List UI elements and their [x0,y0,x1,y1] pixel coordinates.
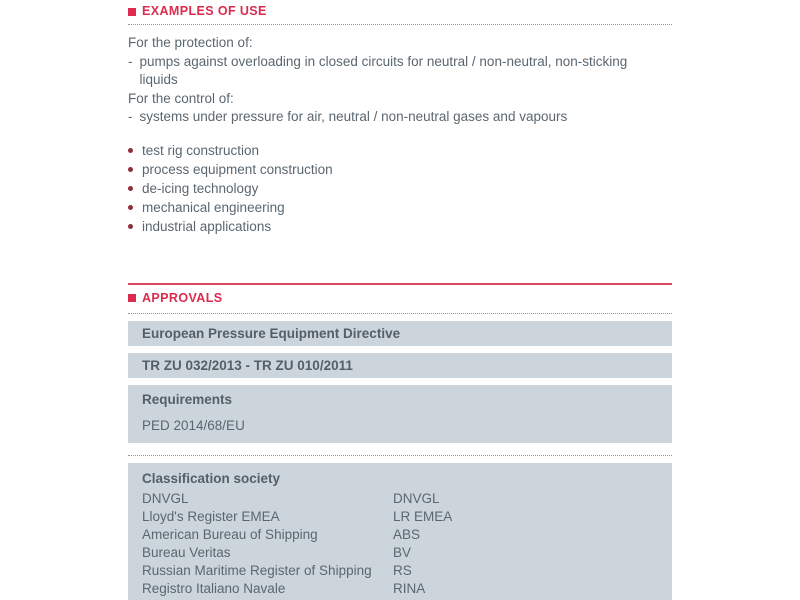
society-code: ABS [393,526,421,542]
protection-intro: For the protection of: [128,35,253,50]
red-square-bullet-icon [128,294,136,302]
protection-item [128,53,672,90]
list-item-text: mechanical engineering [142,199,285,215]
table-row [142,508,658,526]
control-intro: For the control of: [128,90,234,106]
list-item-text: industrial applications [142,218,272,234]
list-item [128,179,672,198]
society-code: BV [393,544,412,560]
table-row [142,562,658,580]
control-item [128,108,672,127]
list-item [128,160,672,179]
society-name: Registro Italiano Navale [142,580,286,596]
society-code: RS [393,562,412,578]
society-name: Bureau Veritas [142,544,231,560]
approvals-title: APPROVALS [142,290,223,305]
approval-box-title: European Pressure Equipment Directive [142,325,401,341]
bullet-dot-icon [128,148,133,153]
industries-bullet-list [128,141,672,236]
approval-box-title: TR ZU 032/2013 - TR ZU 010/2011 [142,357,353,373]
approval-box-tr-zu [128,353,672,378]
table-row [142,526,658,544]
bullet-dot-icon [128,205,133,210]
dash-marker: - [128,109,133,124]
examples-of-use-title: EXAMPLES OF USE [142,4,267,18]
list-item [128,198,672,217]
dotted-separator [128,455,672,456]
society-code: LR EMEA [393,508,453,524]
list-item [128,217,672,236]
list-item [128,141,672,160]
society-name: American Bureau of Shipping [142,526,318,542]
approval-box-title: Requirements [142,391,233,407]
approval-box-ped-directive [128,321,672,346]
red-square-bullet-icon [128,8,136,16]
bullet-dot-icon [128,167,133,172]
society-name: Russian Maritime Register of Shipping [142,562,372,578]
approvals-header [128,285,672,314]
classification-society-box [128,463,672,600]
table-row [142,580,658,598]
society-name: Lloyd's Register EMEA [142,508,280,524]
list-item-text: test rig construction [142,142,260,158]
society-name: DNVGL [142,490,189,506]
list-item-text: de-icing technology [142,180,259,196]
society-code: RINA [393,580,426,596]
list-item-text: process equipment construction [142,161,333,177]
classification-title: Classification society [142,470,281,486]
table-row [142,490,658,508]
protection-item-text: pumps against overloading in closed circuits for neutral / non-neutral, non-sticking liquids [139,53,628,87]
bullet-dot-icon [128,186,133,191]
content-column [128,0,672,600]
examples-text-block [128,34,672,127]
requirements-value: PED 2014/68/EU [142,417,245,433]
bullet-dot-icon [128,224,133,229]
table-row [142,544,658,562]
control-item-text: systems under pressure for air, neutral / non-neutral gases and vapours [139,109,568,124]
examples-of-use-header [128,0,672,25]
approval-box-requirements [128,385,672,443]
dash-marker: - [128,53,133,69]
society-code: DNVGL [393,490,440,506]
classification-table [142,490,658,598]
approvals-section [128,283,672,600]
